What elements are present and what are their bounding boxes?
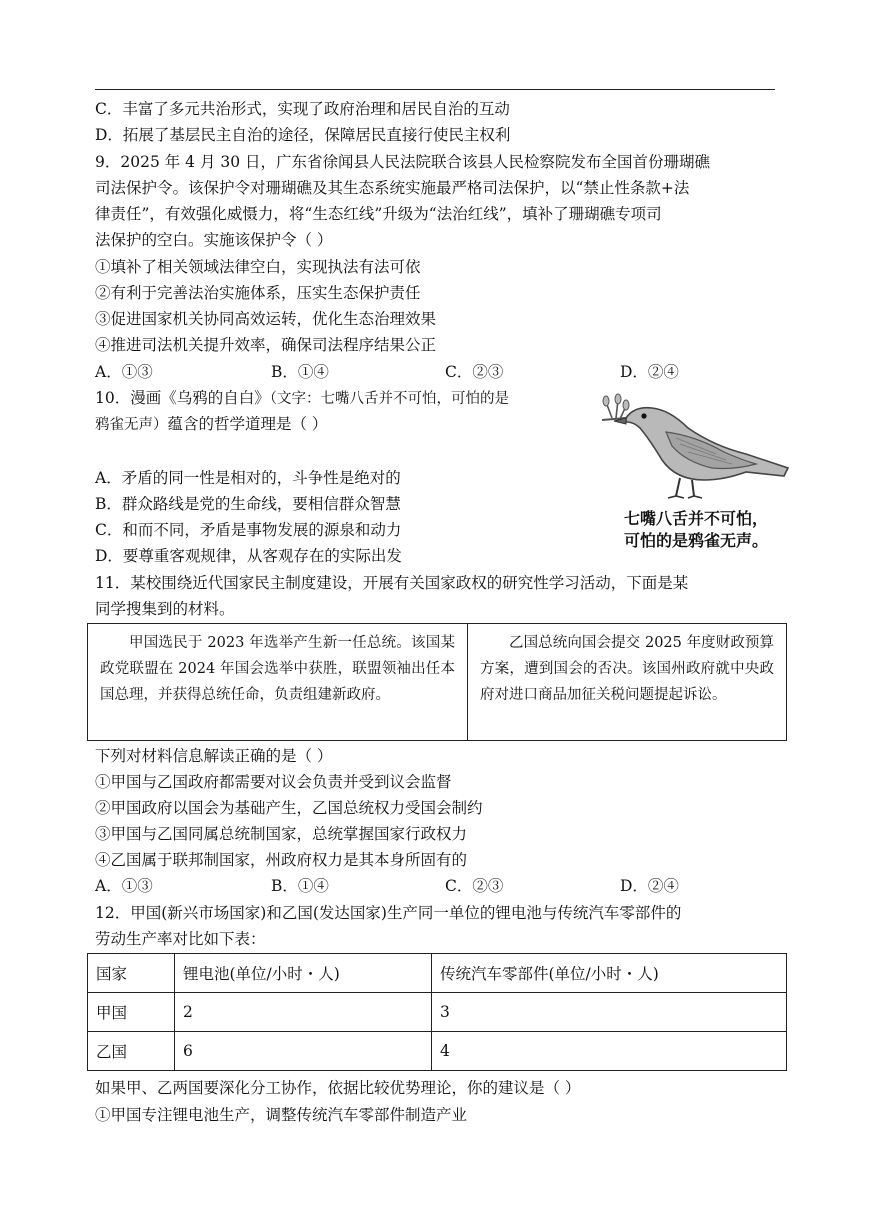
q12-stem-line: 劳动生产率对比如下表： [95,930,266,948]
q11-item: ②甲国政府以国会为基础产生，乙国总统权力受国会制约 [95,799,483,817]
q11-material-right [468,624,786,740]
table-cell: 乙国 [88,1032,175,1071]
q11-item: ④乙国属于联邦制国家，州政府权力是其本身所固有的 [95,851,468,869]
header-rule [95,89,775,90]
q10-stem-question: 蕴含的哲学道理是（ ） [167,415,328,433]
table-header-cell: 国家 [88,954,175,993]
q11-item: ①甲国与乙国政府都需要对议会负责并受到议会监督 [95,773,452,791]
q12-stem-line: 12．甲国(新兴市场国家)和乙国(发达国家)生产同一单位的锂电池与传统汽车零部件的 [95,904,682,922]
q11-option-d[interactable]: D．②④ [620,877,679,895]
q9-options [95,361,775,383]
q11-material-box [87,623,787,741]
q9-stem-line: 法保护的空白。实施该保护令（ ） [95,231,333,249]
q10-choice-a[interactable]: A．矛盾的同一性是相对的，斗争性是绝对的 [95,469,401,487]
q9-option-d[interactable]: D．②④ [620,363,679,381]
q11-material-left-text: 甲国选民于 2023 年选举产生新一任总统。该国某政党联盟在 2024 年国会选举中获胜，联盟领袖出任本国总理，并获得总统任命，负责组建新政府。 [100,635,455,703]
q10-stem-note-end: 鸦雀无声） [95,417,168,433]
q11-stem-line: 11．某校围绕近代国家民主制度建设，开展有关国家政权的研究性学习活动，下面是某 [95,574,689,592]
table-cell: 6 [175,1032,432,1071]
table-cell: 2 [175,993,432,1032]
q10-caption-line: 七嘴八舌并不可怕， [623,509,768,528]
q12-item: ①甲国专注锂电池生产，调整传统汽车零部件制造产业 [95,1106,468,1124]
q8-option-c: C．丰富了多元共治形式，实现了政府治理和居民自治的互动 [95,100,510,118]
table-header-row [88,954,787,993]
q9-stem-line: 律责任”，有效强化威慑力，将“生态红线”升级为“法治红线”，填补了珊瑚礁专项司 [95,205,662,223]
q11-material-right-text: 乙国总统向国会提交 2025 年度财政预算方案，遭到国会的否决。该国州政府就中央政府对进口商品加征关税问题提起诉讼。 [480,635,774,703]
table-row [88,1032,787,1071]
q11-stem-line: 同学搜集到的材料。 [95,600,235,618]
q11-prompt: 下列对材料信息解读正确的是（ ） [95,747,333,765]
q12-prompt: 如果甲、乙两国要深化分工协作，依据比较优势理论，你的建议是（ ） [95,1079,581,1097]
q9-stem-line: 司法保护令。该保护令对珊瑚礁及其生态系统实施最严格司法保护，以“禁止性条款+法 [95,179,690,197]
q9-stem-line: 9．2025 年 4 月 30 日，广东省徐闻县人民法院联合该县人民检察院发布全国首份珊瑚礁 [95,153,711,171]
q10-choice-d[interactable]: D．要尊重客观规律，从客观存在的实际出发 [95,547,402,565]
crow-cartoon-icon [596,388,792,504]
q9-item: ④推进司法机关提升效率，确保司法程序结果公正 [95,336,437,354]
table-row [88,993,787,1032]
q9-option-b[interactable]: B．①④ [271,363,329,381]
q10-stem-line1 [95,387,509,409]
q10-choice-b[interactable]: B．群众路线是党的生命线，要相信群众智慧 [95,495,401,513]
q11-option-b[interactable]: B．①④ [271,877,329,895]
table-header-cell: 锂电池(单位/小时・人) [175,954,432,993]
q9-item: ①填补了相关领域法律空白，实现执法有法可依 [95,258,421,276]
q11-option-c[interactable]: C．②③ [445,877,504,895]
table-header-cell: 传统汽车零部件(单位/小时・人) [432,954,787,993]
q10-caption-line: 可怕的是鸦雀无声。 [623,531,768,550]
q10-stem-note: （文字：七嘴八舌并不可怕，可怕的是 [269,391,509,407]
q9-item: ③促进国家机关协同高效运转，优化生态治理效果 [95,310,437,328]
table-cell: 3 [432,993,787,1032]
q11-option-a[interactable]: A．①③ [95,877,153,895]
q10-stem-line2 [95,413,327,435]
q8-option-d: D．拓展了基层民主自治的途径，保障居民直接行使民主权利 [95,126,511,144]
q11-item: ③甲国与乙国同属总统制国家，总统掌握国家行政权力 [95,825,468,843]
q10-stem-title: 10．漫画《乌鸦的自白》 [95,389,270,407]
q12-productivity-table [87,953,787,1071]
q11-material-left [88,624,468,740]
table-cell: 甲国 [88,993,175,1032]
q9-option-a[interactable]: A．①③ [95,363,153,381]
table-cell: 4 [432,1032,787,1071]
q11-options [95,875,775,897]
q10-choice-c[interactable]: C．和而不同，矛盾是事物发展的源泉和动力 [95,521,402,539]
q9-item: ②有利于完善法治实施体系，压实生态保护责任 [95,284,421,302]
q9-option-c[interactable]: C．②③ [445,363,504,381]
